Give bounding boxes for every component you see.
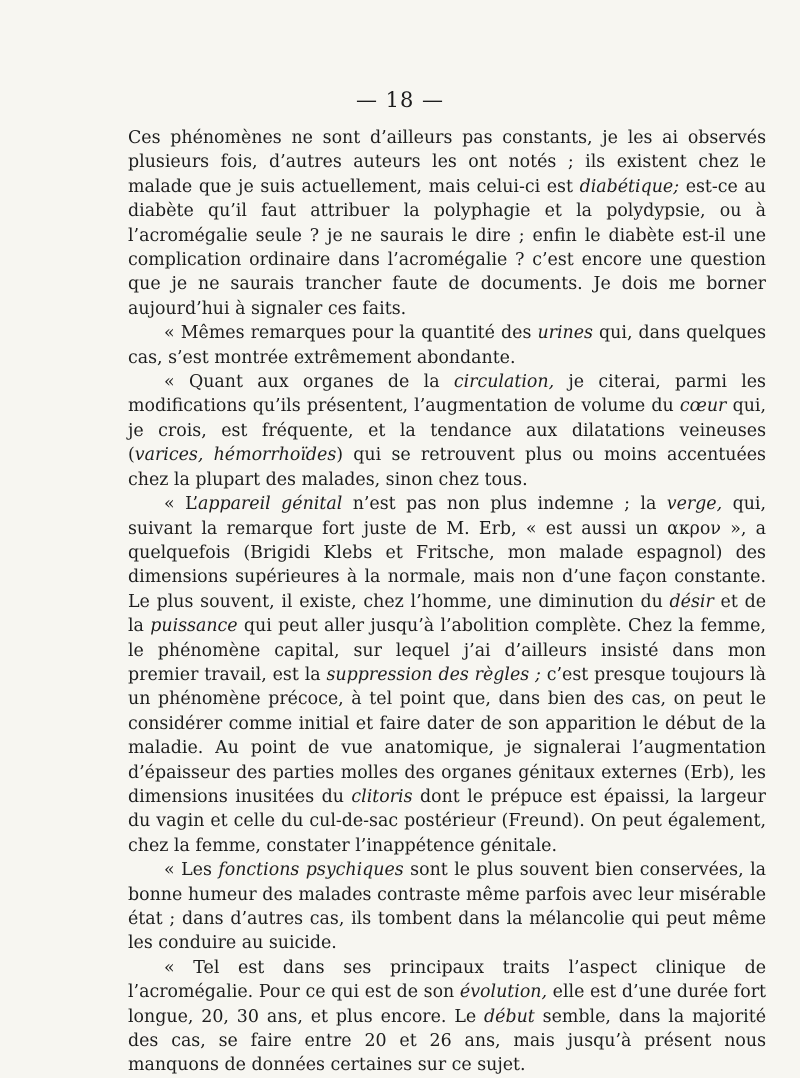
italic-text: verge, xyxy=(666,494,723,515)
paragraph xyxy=(128,858,766,956)
paragraph xyxy=(128,956,766,1078)
text-run: n’est pas non plus indemne ; la xyxy=(342,494,667,515)
text-run: qui, suivant la remarque fort juste de M. Erb, « est aussi un ακρον », a quelquefois (Brigidi Klebs et Fritsche, mon malade espagnol) des dimensions supérieures à la normale, mais non d’une façon constante. Le plus souvent, il existe, chez l’homme, une diminution du xyxy=(128,494,766,612)
text-run: « Quant aux organes de la xyxy=(164,372,454,393)
italic-text: circulation, xyxy=(453,372,555,393)
page-number: — 18 — xyxy=(355,88,445,112)
italic-text: suppression des règles ; xyxy=(326,664,541,685)
text-run: et de la xyxy=(128,591,767,637)
text-run: « Mêmes remarques pour la quantité des xyxy=(164,323,538,344)
italic-text: varices, hémorrhoïdes xyxy=(134,445,337,466)
text-run: sont le plus souvent bien conservées, la bonne humeur des malades contraste même parfois avec leur misérable état ; dans d’autres cas, ils tombent dans la mélancolie qui peut même les conduire au suicide. xyxy=(128,860,766,954)
text-run: qui, je crois, est fréquente, et la tendance aux dilatations veineuses ( xyxy=(128,396,766,466)
italic-text: urines xyxy=(537,323,593,344)
paragraph xyxy=(128,370,766,492)
text-run: elle est d’une durée fort longue, 20, 30 ans, et plus encore. Le xyxy=(128,982,766,1027)
italic-text: clitoris xyxy=(351,786,413,807)
text-run: dont le prépuce est épaissi, la largeur du vagin et celle du cul-de-sac postérieur (Freund). On peut également, chez la femme, constater l’inappétence génitale. xyxy=(128,786,766,856)
italic-text: appareil génital xyxy=(197,494,343,515)
paragraph xyxy=(128,126,766,321)
text-run: « Les xyxy=(164,860,219,881)
italic-text: cœur xyxy=(679,396,727,417)
text-run: je citerai, parmi les modifications qu’ils présentent, l’augmentation de volume du xyxy=(128,372,766,417)
italic-text: fonctions psychiques xyxy=(218,860,404,881)
text-run: « L’ xyxy=(164,494,198,515)
italic-text: désir xyxy=(669,591,714,612)
text-run: « Tel est dans ses principaux traits l’aspect clinique de l’acromégalie. Pour ce qui est de son xyxy=(128,957,766,1003)
text-run: est-ce au diabète qu’il faut attribuer la polyphagie et la polydypsie, ou à l’acromégalie seule ? je ne saurais le dire ; enfin le diabète est-il une complication ordinaire dans l’acromégalie ? c’est encore une question que je ne saurais trancher faute de documents. Je dois me borner aujourd’hui à signaler ces faits. xyxy=(128,176,766,319)
text-run: qui, dans quelques cas, s’est montrée extrêmement abondante. xyxy=(128,323,766,368)
text-run: ) qui se retrouvent plus ou moins accentuées chez la plupart des malades, sinon chez tous. xyxy=(128,445,766,490)
body-text xyxy=(128,126,766,1078)
italic-text: début xyxy=(484,1006,535,1027)
paragraph xyxy=(128,321,766,370)
text-run: qui peut aller jusqu’à l’abolition complète. Chez la femme, le phénomène capital, sur lequel j’ai d’ailleurs insisté dans mon premier travail, est la xyxy=(128,616,766,685)
italic-text: évolution, xyxy=(459,982,548,1003)
text-run: semble, dans la majorité des cas, se faire entre 20 et 26 ans, mais jusqu’à présent nous manquons de données certaines sur ce sujet. xyxy=(128,1006,766,1076)
text-run: Ces phénomènes ne sont d’ailleurs pas constants, je les ai observés plusieurs fois, d’autres auteurs les ont notés ; ils existent chez le malade que je suis actuellement, mais celui-ci est xyxy=(128,128,766,197)
text-run: c’est presque toujours là un phénomène précoce, à tel point que, dans bien des cas, on peut le considérer comme initial et faire dater de son apparition le début de la maladie. Au point de vue anatomique, je signalerai l’augmentation d’épaisseur des parties molles des organes génitaux externes (Erb), les dimensions inusitées du xyxy=(128,664,766,807)
italic-text: puissance xyxy=(150,616,238,637)
paragraph xyxy=(128,492,766,858)
italic-text: diabétique; xyxy=(579,176,680,197)
